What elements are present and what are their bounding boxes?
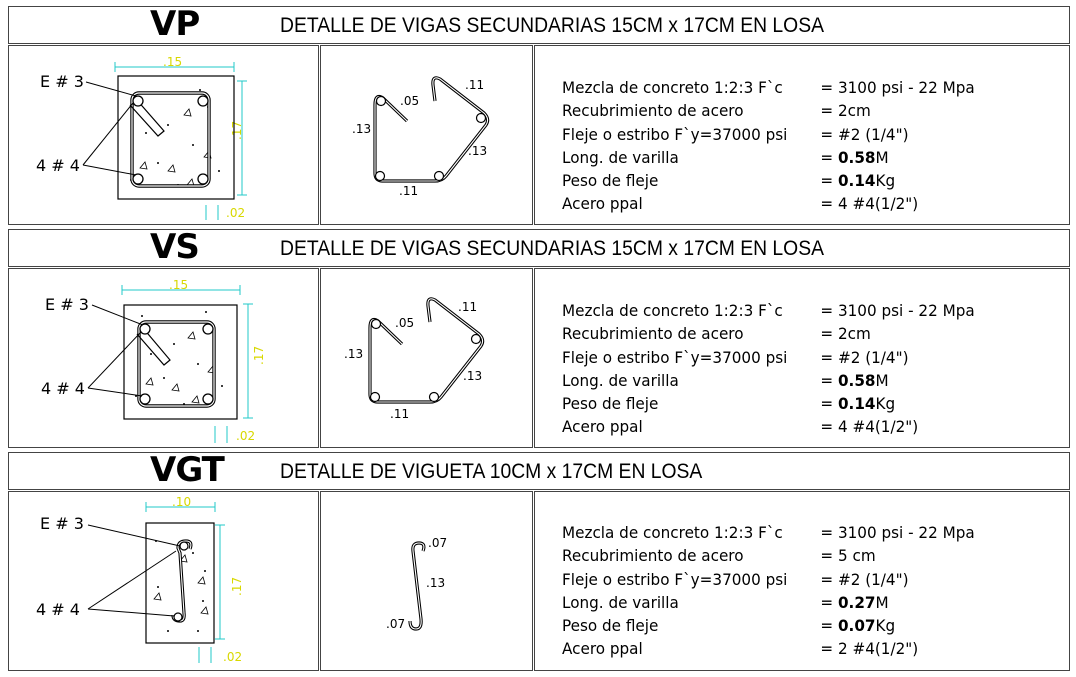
spec-unit: Kg [875, 616, 896, 636]
spec-label: Acero ppal [562, 417, 643, 437]
vgt-section-drawing [8, 491, 319, 671]
vs-bend-left: .13 [344, 347, 364, 361]
vs-dim-width: .15 [169, 278, 189, 292]
spec-value: = #2 (1/4") [820, 569, 909, 589]
spec-unit: Kg [875, 394, 896, 414]
vp-bend-right: .13 [468, 144, 488, 158]
vgt-bend-bottom: .07 [386, 617, 406, 631]
spec-label: Mezcla de concreto 1:2:3 F`c [562, 523, 783, 542]
spec-label: Acero ppal [562, 194, 643, 214]
vs-rebar [140, 324, 150, 334]
spec-bold-value: 0.58 [837, 147, 876, 167]
vgt-rebar [180, 542, 188, 550]
spec-value: = [820, 171, 838, 191]
vs-bend-bottom: .11 [390, 407, 410, 421]
vs-callout-bars: 4 # 4 [41, 379, 85, 398]
vgt-dim-height: .17 [230, 576, 244, 596]
spec-label: Acero ppal [562, 639, 643, 659]
vs-code: VS [150, 227, 199, 267]
vgt-rebar [174, 613, 182, 621]
vs-bent-stirrup [370, 299, 483, 402]
spec-value: = 3100 psi - 22 Mpa [820, 523, 975, 542]
spec-label: Peso de fleje [562, 616, 659, 636]
spec-label: Long. de varilla [562, 147, 679, 167]
spec-value: = 2 #4(1/2") [820, 639, 919, 659]
spec-value: = 4 #4(1/2") [820, 417, 919, 437]
spec-unit: M [875, 592, 889, 612]
vs-dim-height: .17 [252, 345, 266, 365]
spec-value: = [820, 394, 838, 414]
vp-dim-height: .17 [230, 120, 244, 140]
spec-value: = 3100 psi - 22 Mpa [820, 78, 975, 97]
vp-rebar [198, 174, 208, 184]
vp-rebar [133, 174, 143, 184]
spec-label: Long. de varilla [562, 370, 679, 390]
vgt-bend-middle: .13 [426, 576, 446, 590]
vp-stirrup-drawing [320, 45, 533, 225]
spec-label: Mezcla de concreto 1:2:3 F`c [562, 301, 783, 320]
vs-callout-stirrup: E # 3 [45, 295, 89, 314]
vs-bend-tail: .11 [458, 300, 478, 314]
vs-title: DETALLE DE VIGAS SECUNDARIAS 15CM x 17CM EN LOSA [280, 237, 824, 260]
vgt-stirrup-drawing [320, 491, 533, 671]
vgt-bend-top: .07 [428, 536, 448, 550]
vp-title: DETALLE DE VIGAS SECUNDARIAS 15CM x 17CM EN LOSA [280, 14, 824, 37]
vgt-dim-cover: .02 [223, 650, 243, 664]
spec-label: Long. de varilla [562, 592, 679, 612]
vp-bend-bottom: .11 [399, 184, 419, 198]
spec-value: = 2cm [820, 324, 871, 344]
vgt-dim-width: .10 [172, 495, 192, 509]
vgt-callout-stirrup: E # 3 [40, 514, 84, 533]
spec-value: = #2 (1/4") [820, 347, 909, 367]
spec-value: = [820, 592, 838, 612]
vp-callout-bars: 4 # 4 [36, 156, 80, 175]
spec-unit: Kg [875, 171, 896, 191]
vp-code: VP [150, 4, 200, 44]
spec-label: Peso de fleje [562, 171, 659, 191]
spec-label: Peso de fleje [562, 394, 659, 414]
spec-value: = #2 (1/4") [820, 124, 909, 144]
spec-label: Mezcla de concreto 1:2:3 F`c [562, 78, 783, 97]
spec-value: = [820, 147, 838, 167]
vp-bent-stirrup [375, 78, 488, 181]
vp-bend-left: .13 [352, 122, 372, 136]
spec-value: = [820, 616, 838, 636]
vgt-title: DETALLE DE VIGUETA 10CM x 17CM EN LOSA [280, 460, 703, 483]
spec-value: = 2cm [820, 101, 871, 121]
spec-unit: M [875, 370, 889, 390]
spec-label: Fleje o estribo F`y=37000 psi [562, 124, 788, 144]
spec-value: = [820, 370, 838, 390]
spec-bold-value: 0.07 [837, 616, 876, 636]
spec-bold-value: 0.27 [837, 592, 876, 612]
vgt-callout-bars: 4 # 4 [36, 600, 80, 619]
spec-value: = 3100 psi - 22 Mpa [820, 301, 975, 320]
spec-value: = 4 #4(1/2") [820, 194, 919, 214]
vs-bend-hook: .05 [395, 316, 415, 330]
spec-value: = 5 cm [820, 546, 876, 566]
vs-stirrup [139, 322, 214, 406]
spec-bold-value: 0.14 [837, 394, 876, 414]
spec-label: Recubrimiento de acero [562, 101, 744, 121]
vs-dim-cover: .02 [236, 429, 256, 443]
vs-section-drawing [8, 268, 319, 448]
vs-rebar [203, 324, 213, 334]
vp-rebar [133, 96, 143, 106]
vp-bend-hook: .05 [400, 94, 420, 108]
vp-dim-cover: .02 [226, 206, 246, 220]
vs-rebar [203, 394, 213, 404]
vp-section-drawing [8, 45, 319, 225]
vgt-code: VGT [150, 450, 224, 490]
spec-unit: M [875, 147, 889, 167]
vp-dim-width: .15 [163, 55, 183, 69]
vs-stirrup-drawing [320, 268, 533, 448]
spec-label: Fleje o estribo F`y=37000 psi [562, 569, 788, 589]
vp-rebar [198, 96, 208, 106]
vp-callout-stirrup: E # 3 [40, 72, 84, 91]
spec-bold-value: 0.14 [837, 171, 876, 191]
spec-bold-value: 0.58 [837, 370, 876, 390]
vp-bend-tail: .11 [465, 78, 485, 92]
spec-label: Recubrimiento de acero [562, 546, 744, 566]
spec-label: Fleje o estribo F`y=37000 psi [562, 347, 788, 367]
spec-label: Recubrimiento de acero [562, 324, 744, 344]
vs-bend-right: .13 [463, 369, 483, 383]
